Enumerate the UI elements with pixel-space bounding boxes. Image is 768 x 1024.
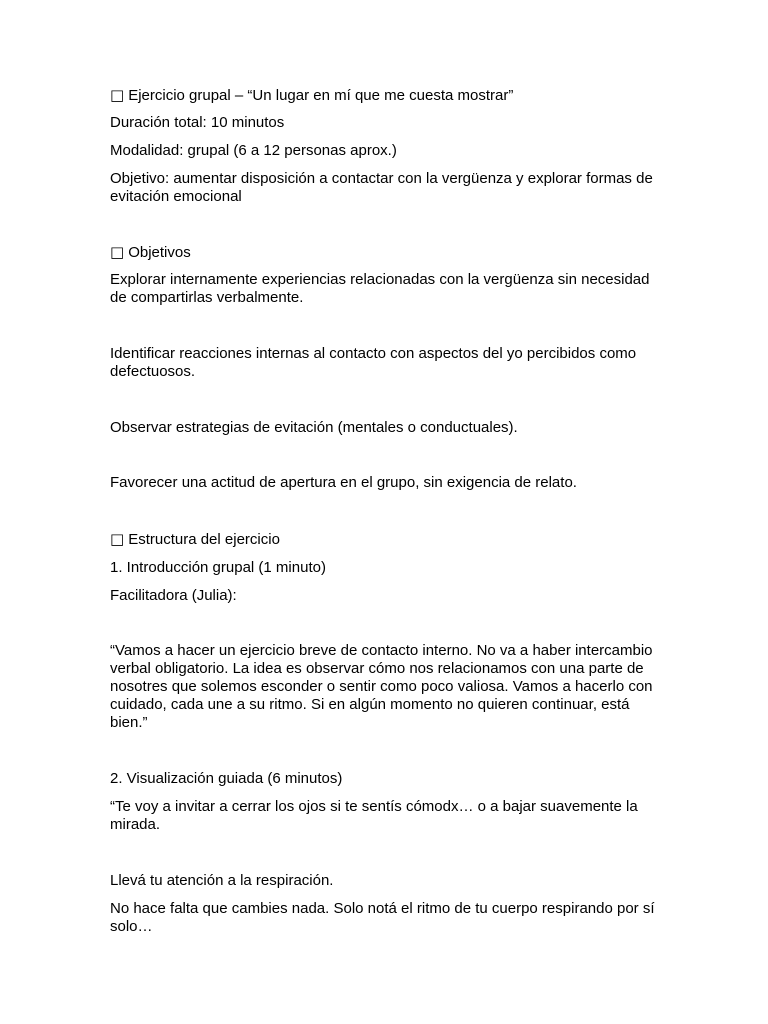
duration-text: Duración total: 10 minutos: [110, 114, 285, 131]
objectives-heading-text: Objetivos: [128, 244, 191, 261]
breath-text: Llevá tu atención a la respiración.: [110, 872, 334, 889]
modality-text: Modalidad: grupal (6 a 12 personas aprox.): [110, 142, 397, 159]
objective-item: Identificar reacciones internas al contacto con aspectos del yo percibidos como defectuosos.: [110, 345, 637, 380]
exercise-title-text: Ejercicio grupal – “Un lugar en mí que me cuesta mostrar”: [128, 87, 514, 104]
objective-item: Observar estrategias de evitación (mentales o conductuales).: [110, 419, 518, 436]
objective-text: Objetivo: aumentar disposición a contactar con la vergüenza y explorar formas de evitación emocional: [110, 170, 653, 205]
objective-item: Explorar internamente experiencias relacionadas con la vergüenza sin necesidad de compartirlas verbalmente.: [110, 271, 650, 306]
facilitator-label: Facilitadora (Julia):: [110, 587, 237, 604]
rhythm-text: No hace falta que cambies nada. Solo notá el ritmo de tu cuerpo respirando por sí solo…: [110, 900, 655, 935]
missing-glyph-box-icon: □: [110, 86, 125, 104]
step2-text: “Te voy a invitar a cerrar los ojos si te sentís cómodx… o a bajar suavemente la mirada.: [110, 798, 638, 833]
step1-title: 1. Introducción grupal (1 minuto): [110, 559, 326, 576]
structure-heading-text: Estructura del ejercicio: [128, 531, 280, 548]
intro-quote: “Vamos a hacer un ejercicio breve de contacto interno. No va a haber intercambio verbal obligatorio. La idea es observar cómo nos relacionamos con una parte de nosotres que solemos esconder o sentir como poco valiosa. Vamos a hacerlo con cuidado, cada une a su ritmo. Si en algún momento no quieren continuar, está bien.”: [110, 642, 653, 731]
exercise-title: [110, 86, 670, 105]
objectives-heading: [110, 243, 670, 262]
objective-item: Favorecer una actitud de apertura en el grupo, sin exigencia de relato.: [110, 474, 577, 491]
missing-glyph-box-icon: □: [110, 530, 125, 548]
step2-title: 2. Visualización guiada (6 minutos): [110, 770, 343, 787]
missing-glyph-box-icon: □: [110, 243, 125, 261]
structure-heading: [110, 530, 670, 549]
